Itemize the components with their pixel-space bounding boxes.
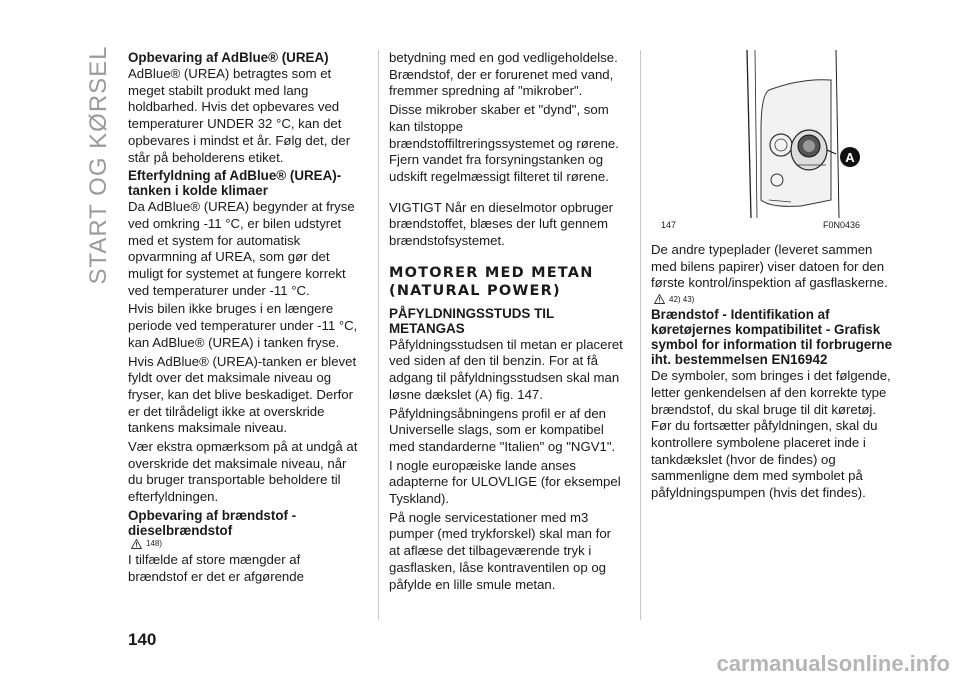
heading-adblue-storage: Opbevaring af AdBlue® (UREA) — [128, 50, 329, 65]
section-heading-methane: MOTORER MED METAN (NATURAL POWER) — [389, 264, 594, 299]
heading-diesel-storage: Opbevaring af brændstof - dieselbrændstof — [128, 507, 297, 538]
heading-methane-filler: PÅFYLDNINGSSTUDS TIL METANGAS — [389, 305, 554, 336]
warning-triangle-icon — [654, 294, 665, 304]
warning-reference: 42) 43) — [654, 294, 893, 304]
paragraph: Hvis bilen ikke bruges i en længere periode ved temperaturer under -11 °C, kan AdBlue® (UREA) i tanken fryse. — [128, 301, 358, 350]
column-3 — [651, 50, 893, 504]
callout-a-label: A — [845, 150, 855, 165]
paragraph: Da AdBlue® (UREA) begynder at fryse ved omkring -11 °C, er bilen udstyret med et system for automatisk opvarmning af UREA, som gør det muligt for systemet at fungere korrekt ved temperaturer under -11 °C. — [128, 199, 355, 298]
paragraph: Hvis AdBlue® (UREA)-tanken er blevet fyldt over det maksimale niveau og fryser, kan det blive beskadiget. Derfor er det tilrådeligt ikke at overskride tankens maksimale niveau. — [128, 353, 357, 436]
important-note: VIGTIGT Når en dieselmotor opbruger brændstoffet, blæses der luft gennem brændstofsystemet. — [389, 199, 614, 249]
warning-triangle-icon — [131, 539, 142, 549]
figure-code: F0N0436 — [823, 220, 861, 230]
page-number: 140 — [128, 630, 157, 649]
paragraph: De symboler, som bringes i det følgende, letter genkendelsen af den korrekte type brændstof, du skal bruge til dit køretøj. Før du fortsætter påfyldningen, skal du kontrollere symbolene placeret inde i tankdækslet (hvor de findes) og sammenligne dem med symbolet på påfyldningspumpen (hvis det findes). — [651, 368, 891, 501]
section-title-vertical: START OG KØRSEL — [85, 45, 112, 285]
paragraph: Disse mikrober skaber et "dynd", som kan tilstoppe brændstoffiltreringssystemet og rørene. Fjern vandet fra forsyningstanken og udskift regelmæssigt filteret til rørene. — [389, 102, 619, 184]
fuel-filler-illustration — [661, 50, 886, 218]
paragraph: På nogle servicestationer med m3 pumper (med trykforskel) skal man for at aflæse det tilbageværende tryk i gasflasken, låse kontraventilen op og påfylde en lille smule metan. — [389, 509, 612, 592]
paragraph: AdBlue® (UREA) betragtes som et meget stabilt produkt med lang holdbarhed. Hvis det opbevares ved temperaturer UNDER 32 °C, kan det opbevares i mindst et år. Følg det, der står på beholderens etiket. — [128, 66, 351, 165]
paragraph: De andre typeplader (leveret sammen med bilens papirer) viser datoen for den første kontrol/inspektion af gasflaskerne. — [651, 242, 888, 291]
column-1 — [128, 50, 360, 587]
column-divider — [378, 50, 379, 620]
paragraph: Vær ekstra opmærksom på at undgå at overskride det maksimale niveau, når du bruger transportable beholdere til efterfyldningen. — [128, 439, 358, 505]
figure-caption — [661, 220, 886, 234]
column-divider — [640, 50, 641, 620]
paragraph: Påfyldningsåbningens profil er af den Universelle slags, som er kompatibel med standarderne "Italien" og "NGV1". — [389, 405, 616, 454]
heading-adblue-refill-cold: Efterfyldning af AdBlue® (UREA)-tanken i kolde klimaer — [128, 168, 342, 199]
paragraph: I nogle europæiske lande anses adapterne for ULOVLIGE (for eksempel Tyskland). — [389, 457, 621, 507]
figure-number: 147 — [661, 220, 677, 230]
paragraph: betydning med en god vedligeholdelse. Brændstof, der er forurenet med vand, fremmer spredning af "mikrober". — [389, 50, 618, 99]
paragraph: I tilfælde af store mængder af brændstof er det er afgørende — [128, 551, 304, 584]
watermark: carmanualsonline.info — [716, 651, 950, 676]
heading-fuel-identification: Brændstof - Identifikation af køretøjernes kompatibilitet - Grafisk symbol for information til forbrugerne iht. bestemmelsen EN16942 — [651, 307, 893, 368]
warning-reference: 148) — [131, 539, 360, 549]
column-2 — [389, 50, 625, 595]
paragraph: Påfyldningsstudsen til metan er placeret ved siden af den til benzin. For at få adgang til påfyldningsstudsen skal man løsne dækslet (A) fig. 147. — [389, 336, 623, 402]
figure-fuel-flap — [661, 50, 886, 218]
